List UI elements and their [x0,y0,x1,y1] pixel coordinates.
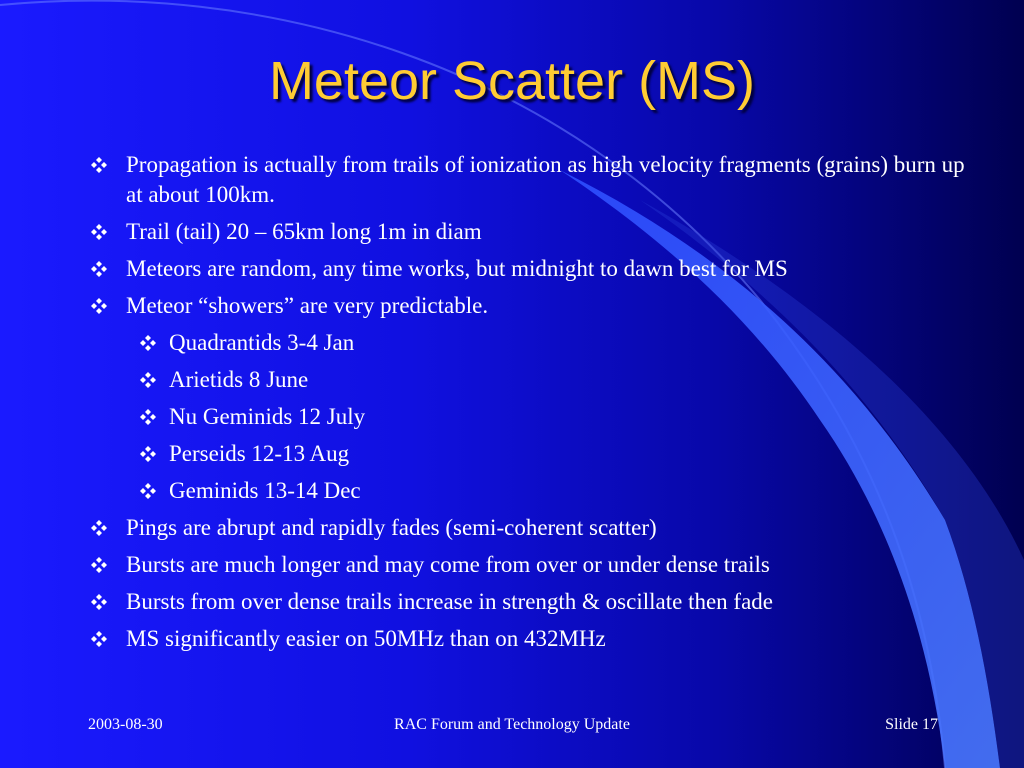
sub-bullet-item [90,476,970,506]
sub-bullet-item [90,402,970,432]
sub-bullet-item [90,365,970,395]
four-diamond-bullet-icon [139,476,169,506]
slide-title: Meteor Scatter (MS) [268,51,756,111]
bullet-text: Quadrantids 3-4 Jan [169,330,355,355]
four-diamond-bullet-icon [139,365,169,395]
footer-date: 2003-08-30 [88,716,163,733]
bullet-list [90,150,970,661]
four-diamond-bullet-icon [139,328,169,358]
bullet-text: Perseids 12-13 Aug [169,441,350,466]
bullet-text: Geminids 13-14 Dec [169,478,361,503]
four-diamond-bullet-icon [90,550,126,580]
four-diamond-bullet-icon [90,150,126,180]
bullet-text: Pings are abrupt and rapidly fades (semi-coherent scatter) [126,515,657,540]
bullet-item [90,624,970,654]
four-diamond-bullet-icon [90,624,126,654]
four-diamond-bullet-icon [139,439,169,469]
bullet-text: Trail (tail) 20 – 65km long 1m in diam [126,219,482,244]
sub-bullet-item [90,439,970,469]
four-diamond-bullet-icon [139,402,169,432]
bullet-item [90,550,970,580]
footer-title: RAC Forum and Technology Update [394,716,630,733]
bullet-item [90,150,970,210]
bullet-text: Meteors are random, any time works, but midnight to dawn best for MS [126,256,788,281]
bullet-item [90,291,970,321]
bullet-text: Nu Geminids 12 July [169,404,366,429]
bullet-text: MS significantly easier on 50MHz than on 432MHz [126,626,606,651]
bullet-text: Meteor “showers” are very predictable. [126,293,489,318]
footer-slide-number: Slide 17 [885,716,938,733]
bullet-text: Bursts are much longer and may come from over or under dense trails [126,552,770,577]
sub-bullet-item [90,328,970,358]
four-diamond-bullet-icon [90,513,126,543]
bullet-text: Propagation is actually from trails of ionization as high velocity fragments (grains) burn up at about 100km. [126,152,965,207]
bullet-item [90,513,970,543]
bullet-item [90,217,970,247]
four-diamond-bullet-icon [90,291,126,321]
four-diamond-bullet-icon [90,254,126,284]
bullet-item [90,254,970,284]
bullet-text: Arietids 8 June [169,367,309,392]
four-diamond-bullet-icon [90,217,126,247]
four-diamond-bullet-icon [90,587,126,617]
bullet-text: Bursts from over dense trails increase in strength & oscillate then fade [126,589,773,614]
bullet-item [90,587,970,617]
